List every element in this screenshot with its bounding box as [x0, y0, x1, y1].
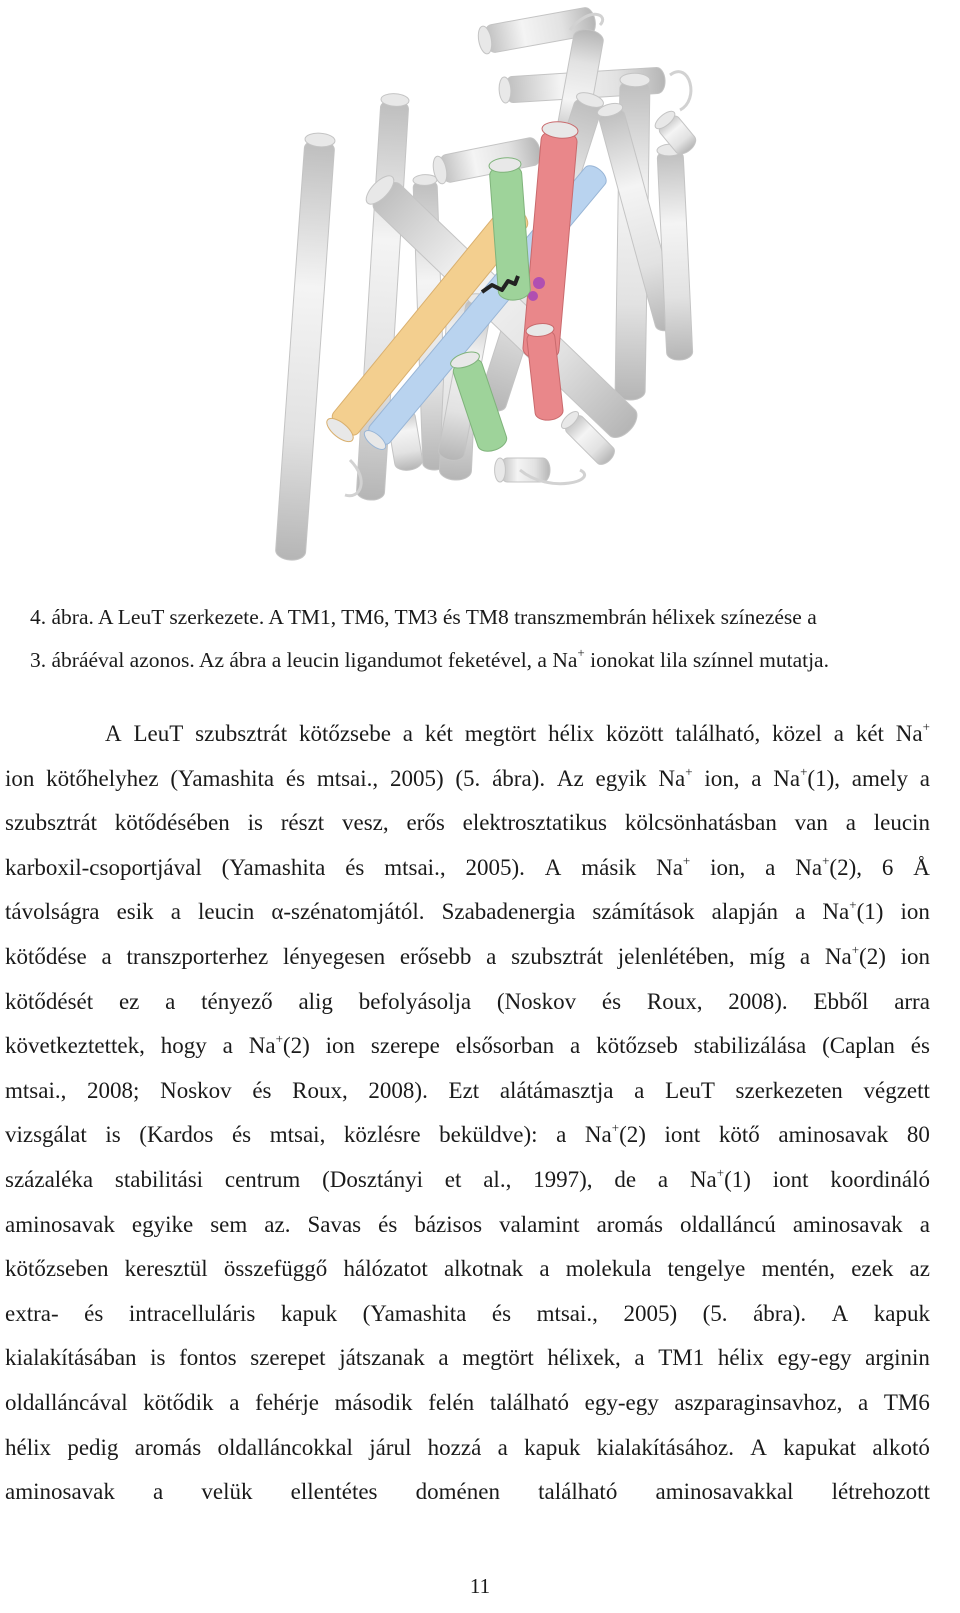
caption-line-1: 4. ábra. A LeuT szerkezete. A TM1, TM6, TM3 és TM8 transzmembrán hélixek színezése a — [30, 605, 817, 629]
body-line: extra- és intracelluláris kapuk (Yamashita és mtsai., 2005) (5. ábra). A kapuk — [5, 1300, 930, 1326]
caption-line-2: 3. ábráéval azonos. Az ábra a leucin ligandumot feketével, a Na+ ionokat lila színnel mutatja. — [30, 645, 829, 672]
leut-structure-figure — [250, 0, 710, 585]
body-line: kötődését ez a tényező alig befolyásolja (Noskov és Roux, 2008). Ebből arra — [5, 988, 930, 1014]
helix-cylinder — [275, 132, 335, 561]
body-line: oldalláncával kötődik a fehérje második felén található egy-egy aszparaginsavhoz, a TM6 — [5, 1389, 930, 1415]
body-line: kötődése a transzporterhez lényegesen erősebb a szubsztrát jelenlétében, míg a Na+(2) ion — [5, 941, 930, 969]
body-line: szubsztrát kötődésében is részt vesz, erős elektrosztatikus kölcsönhatásban van a leucin — [5, 810, 930, 836]
body-line: százaléka stabilitási centrum (Dosztányi et al., 1997), de a Na+(1) iont koordináló — [5, 1164, 930, 1192]
loop-segment — [670, 72, 691, 110]
sodium-ion — [528, 291, 538, 301]
body-line: vizsgálat is (Kardos és mtsai, közlésre beküldve): a Na+(2) iont kötő aminosavak 80 — [5, 1120, 930, 1148]
body-line: karboxil-csoportjával (Yamashita és mtsai., 2005). A másik Na+ ion, a Na+(2), 6 Å — [5, 852, 930, 880]
body-line: A LeuT szubsztrát kötőzsebe a két megtört hélix között található, közel a két Na+ — [105, 719, 930, 746]
body-line: távolságra esik a leucin α-szénatomjától. Szabadenergia számítások alapján a Na+(1) ion — [5, 897, 930, 925]
page-number: 11 — [469, 1574, 491, 1598]
body-line: aminosavak egyike sem az. Savas és bázisos valamint aromás oldalláncú aminosavak a — [5, 1211, 930, 1237]
body-line: aminosavak a velük ellentétes doménen található aminosavakkal létrehozott — [5, 1479, 930, 1505]
body-line: kötőzseben keresztül összefüggő hálózatot alkotnak a molekula tengelye mentén, ezek az — [5, 1256, 930, 1282]
body-line: következtettek, hogy a Na+(2) ion szerepe elsősorban a kötőzseb stabilizálása (Caplan és — [5, 1031, 930, 1059]
helix-cylinder — [431, 136, 543, 185]
sodium-ion — [533, 277, 545, 289]
figure-caption — [30, 596, 930, 682]
body-text — [5, 712, 930, 1515]
body-line: ion kötőhelyhez (Yamashita és mtsai., 2005) (5. ábra). Az egyik Na+ ion, a Na+(1), amely a — [5, 763, 930, 791]
protein-cartoon-image — [250, 0, 710, 585]
body-line: kialakításában is fontos szerepet játszanak a megtört hélixek, a TM1 hélix egy-egy arginin — [5, 1345, 930, 1371]
body-line: hélix pedig aromás oldalláncokkal járul hozzá a kapuk kialakításához. A kapukat alkotó — [5, 1434, 930, 1460]
body-line: mtsai., 2008; Noskov és Roux, 2008). Ezt alátámasztja a LeuT szerkezeten végzett — [5, 1077, 930, 1103]
